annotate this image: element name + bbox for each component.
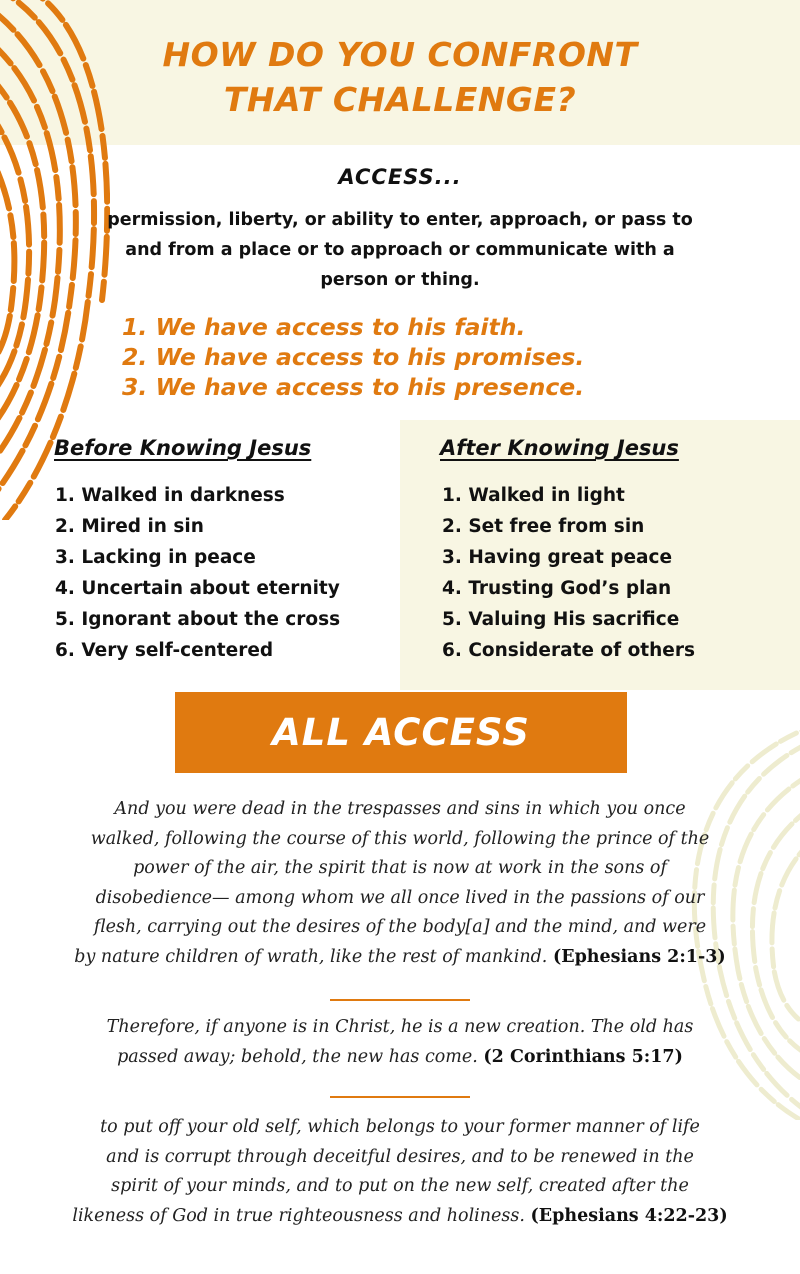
before-list-item: 3. Lacking in peace — [55, 547, 256, 568]
after-list-item: 5. Valuing His sacrifice — [442, 609, 680, 630]
verse-line: by nature children of wrath, like the rest of mankind. — [74, 946, 548, 967]
verse-line-last — [40, 1043, 760, 1073]
before-column-title: Before Knowing Jesus — [54, 436, 312, 460]
page-title-line-1: HOW DO YOU CONFRONT — [162, 35, 638, 74]
verse-line: and is corrupt through deceitful desires, and to be renewed in the — [106, 1146, 694, 1167]
page-title-line-2: THAT CHALLENGE? — [223, 80, 577, 119]
verse-ephesians-4 — [40, 1113, 760, 1231]
verse-line-last — [40, 1202, 760, 1232]
verse-line: to put off your old self, which belongs to your former manner of life — [100, 1117, 700, 1137]
banner-label: ALL ACCESS — [272, 711, 530, 754]
verse-line: And you were dead in the trespasses and sins in which you once — [114, 799, 686, 819]
verse-line: likeness of God in true righteousness and holiness. — [72, 1205, 525, 1226]
verse-line: passed away; behold, the new has come. — [117, 1046, 478, 1067]
verse-ephesians-2 — [40, 795, 760, 972]
verse-reference: (Ephesians 4:22-23) — [530, 1205, 728, 1226]
after-list-item: 4. Trusting God’s plan — [442, 578, 672, 599]
access-point-item: 1. We have access to his faith. — [122, 313, 526, 341]
access-point-item: 3. We have access to his presence. — [122, 373, 585, 401]
verse-line: walked, following the course of this world, following the prince of the — [90, 828, 710, 849]
section-divider — [330, 1096, 470, 1098]
after-list — [442, 480, 695, 666]
before-list-item: 5. Ignorant about the cross — [55, 609, 341, 630]
verse-reference: (Ephesians 2:1-3) — [552, 946, 726, 967]
before-list — [55, 480, 340, 666]
verse-line: Therefore, if anyone is in Christ, he is a new creation. The old has — [106, 1017, 694, 1037]
after-list-item: 2. Set free from sin — [442, 516, 645, 537]
before-list-item: 1. Walked in darkness — [55, 485, 285, 506]
verse-line: flesh, carrying out the desires of the body[a] and the mind, and were — [93, 917, 707, 937]
after-column-title: After Knowing Jesus — [440, 436, 679, 460]
verse-2-corinthians — [40, 1013, 760, 1072]
page-title — [100, 32, 700, 122]
all-access-banner — [175, 692, 627, 773]
verse-line-last — [40, 943, 760, 973]
access-point-item: 2. We have access to his promises. — [122, 343, 585, 371]
before-list-item: 6. Very self-centered — [55, 640, 274, 661]
verse-line: spirit of your minds, and to put on the new self, created after the — [111, 1176, 689, 1196]
before-list-item: 4. Uncertain about eternity — [55, 578, 340, 599]
section-divider — [330, 999, 470, 1001]
after-list-item: 3. Having great peace — [442, 547, 673, 568]
verse-reference: (2 Corinthians 5:17) — [483, 1046, 683, 1067]
access-term: ACCESS... — [338, 165, 462, 189]
before-list-item: 2. Mired in sin — [55, 516, 204, 537]
after-list-item: 6. Considerate of others — [442, 640, 695, 661]
after-list-item: 1. Walked in light — [442, 485, 625, 506]
access-points-list — [122, 312, 762, 402]
access-definition: permission, liberty, or ability to enter, approach, or pass to and from a place or to approach or communicate with a person or thing. — [107, 210, 693, 290]
verse-line: power of the air, the spirit that is now at work in the sons of — [133, 858, 667, 878]
verse-line: disobedience— among whom we all once lived in the passions of our — [95, 887, 705, 908]
